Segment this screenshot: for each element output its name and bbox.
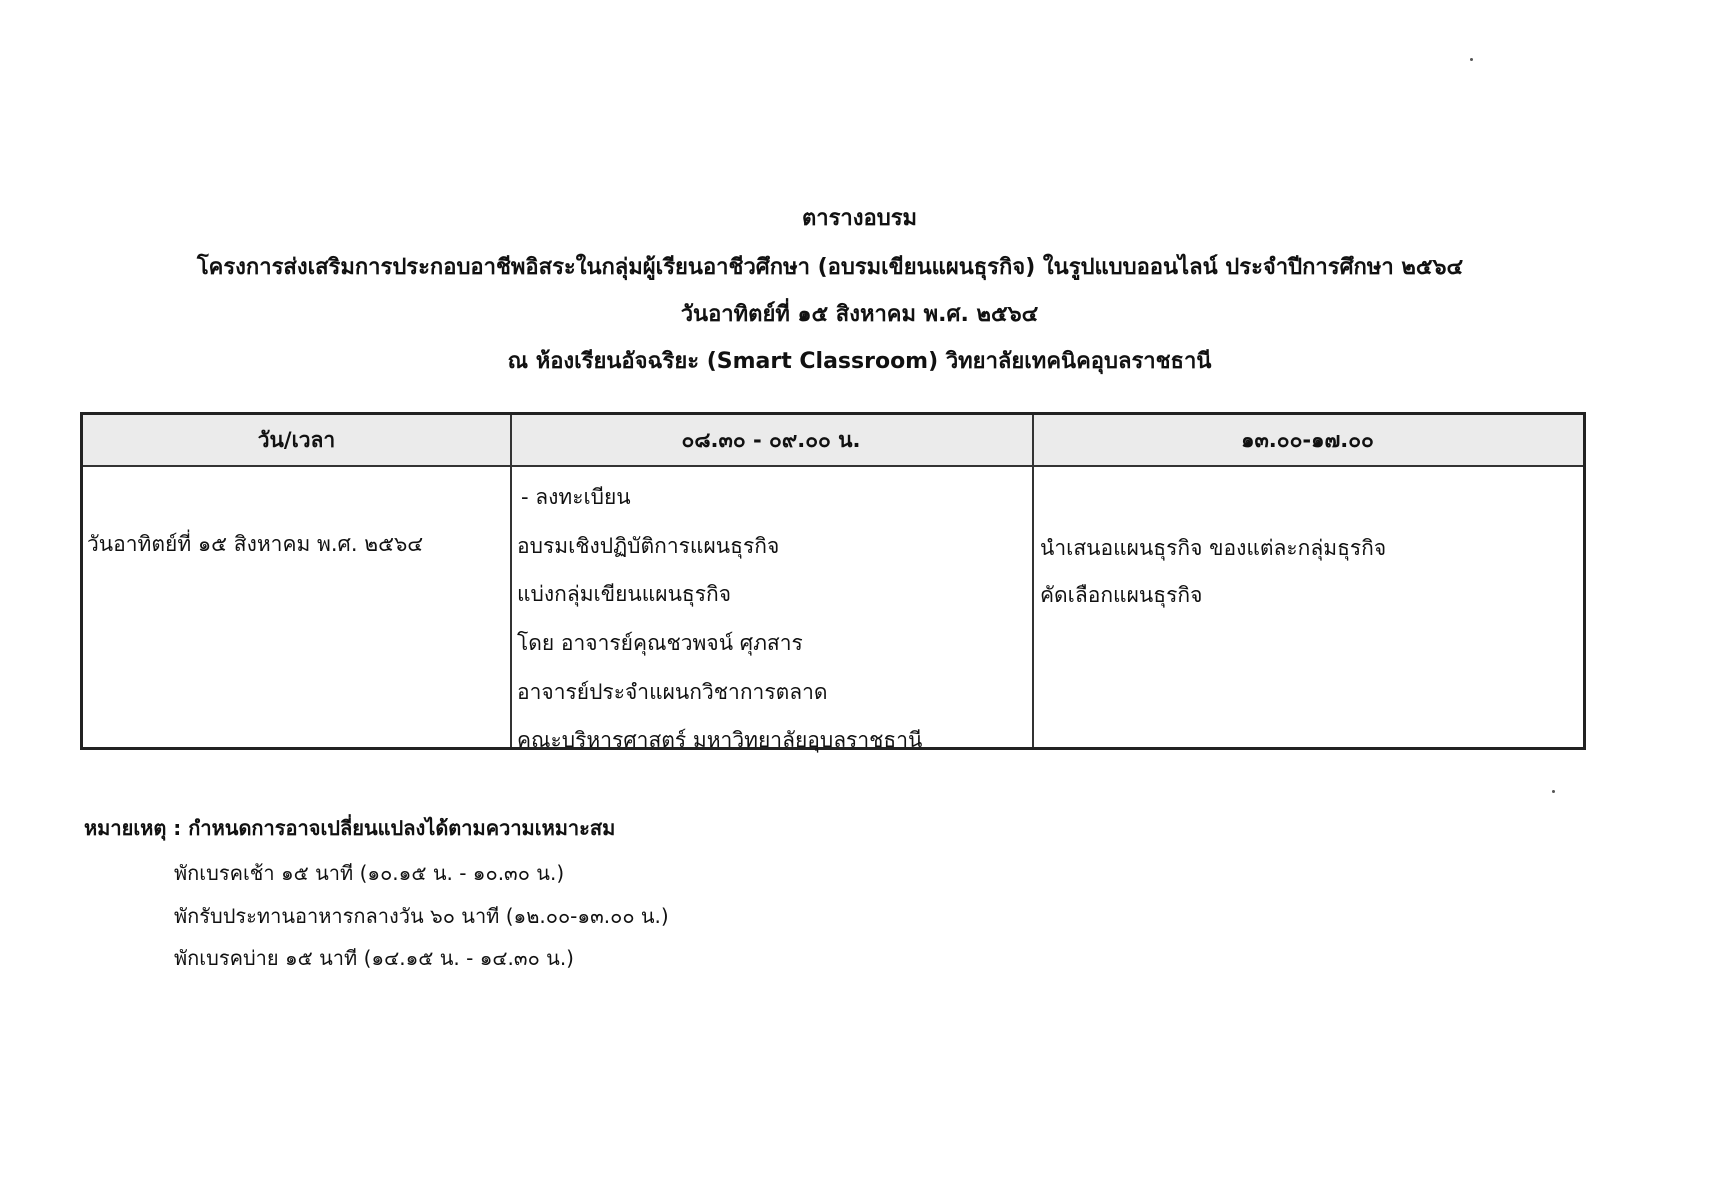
- event-date: วันอาทิตย์ที่ ๑๕ สิงหาคม พ.ศ. ๒๕๖๔: [680, 302, 1039, 327]
- morning-line: โดย อาจารย์คุณชวพจน์ ศุภสาร: [517, 631, 803, 655]
- schedule-table: [80, 412, 1586, 750]
- document-title: ตารางอบรม: [801, 206, 918, 231]
- morning-line: คณะบริหารศาสตร์ มหาวิทยาลัยอุบลราชธานี: [517, 728, 923, 752]
- note-title: หมายเหตุ : กำหนดการอาจเปลี่ยนแปลงได้ตามความเหมาะสม: [84, 816, 616, 840]
- note-item: พักรับประทานอาหารกลางวัน ๖๐ นาที (๑๒.๐๐-๑๓.๐๐ น.): [174, 904, 669, 928]
- morning-line: อบรมเชิงปฏิบัติการแผนธุรกิจ: [517, 534, 780, 558]
- morning-line: - ลงทะเบียน: [521, 485, 631, 509]
- header-cell-day-time: วัน/เวลา: [257, 428, 336, 452]
- cell-day: วันอาทิตย์ที่ ๑๕ สิงหาคม พ.ศ. ๒๕๖๔: [87, 532, 424, 556]
- note-item: พักเบรคเช้า ๑๕ นาที (๑๐.๑๕ น. - ๑๐.๓๐ น.): [174, 861, 565, 885]
- afternoon-line: คัดเลือกแผนธุรกิจ: [1040, 583, 1203, 607]
- scan-speck: [1552, 790, 1555, 793]
- event-venue: ณ ห้องเรียนอัจฉริยะ (Smart Classroom) วิทยาลัยเทคนิคอุบลราชธานี: [507, 349, 1212, 374]
- header-cell-morning: ๐๘.๓๐ - ๐๙.๐๐ น.: [681, 428, 861, 452]
- morning-line: แบ่งกลุ่มเขียนแผนธุรกิจ: [517, 582, 732, 606]
- project-name: โครงการส่งเสริมการประกอบอาชีพอิสระในกลุ่มผู้เรียนอาชีวศึกษา (อบรมเขียนแผนธุรกิจ) ในรูปแบบออนไลน์ ประจำปีการศึกษา ๒๕๖๔: [196, 255, 1464, 280]
- header-cell-afternoon: ๑๓.๐๐-๑๗.๐๐: [1241, 428, 1374, 452]
- scan-speck: [1470, 58, 1473, 61]
- column-divider: [510, 415, 512, 747]
- table-header-row: [83, 415, 1583, 467]
- note-item: พักเบรคบ่าย ๑๕ นาที (๑๔.๑๕ น. - ๑๔.๓๐ น.): [174, 946, 574, 970]
- morning-line: อาจารย์ประจำแผนกวิชาการตลาด: [517, 680, 828, 704]
- column-divider: [1032, 415, 1034, 747]
- afternoon-line: นำเสนอแผนธุรกิจ ของแต่ละกลุ่มธุรกิจ: [1040, 536, 1387, 560]
